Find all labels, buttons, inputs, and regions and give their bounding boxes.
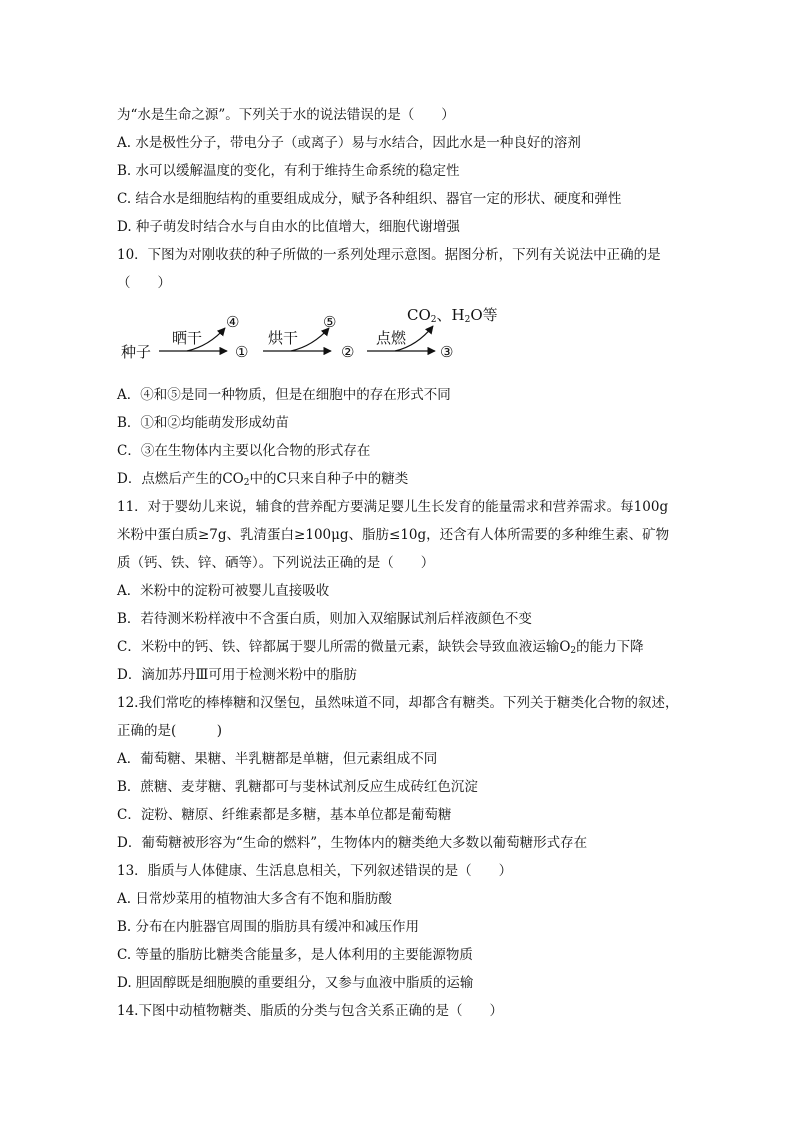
- diagram-loss-gases: $CO_2$、$H_2O$等: [407, 306, 498, 325]
- diagram-out-1: ①: [235, 343, 249, 361]
- q10-stem-line1: 10．下图为对刚收获的种子所做的一系列处理示意图。据图分析，下列有关说法中正确的是: [117, 247, 661, 263]
- q9-option-d: D. 种子萌发时结合水与自由水的比值增大，细胞代谢增强: [117, 219, 460, 235]
- q13-option-c: C. 等量的脂肪比糖类含能量多，是人体利用的主要能源物质: [117, 947, 473, 963]
- q11-option-a: A．米粉中的淀粉可被婴儿直接吸收: [117, 583, 330, 599]
- q10-option-c: C．③在生物体内主要以化合物的形式存在: [117, 443, 371, 459]
- q13-option-d: D. 胆固醇既是细胞膜的重要组分，又参与血液中脂质的运输: [117, 975, 474, 991]
- q12-option-d: D．葡萄糖被形容为“生命的燃料”，生物体内的糖类绝大多数以葡萄糖形式存在: [117, 835, 588, 851]
- q12-stem-line1: 12.我们常吃的棒棒糖和汉堡包，虽然味道不同，却都含有糖类。下列关于糖类化合物的叙述，: [117, 695, 679, 711]
- q10-option-b: B．①和②均能萌发形成幼苗: [117, 415, 289, 431]
- q9-option-c: C. 结合水是细胞结构的重要组成成分，赋予各种组织、器官一定的形状、硬度和弹性: [117, 191, 622, 207]
- q12-stem-line2: 正确的是( ): [117, 723, 223, 739]
- diagram-loss-5: ⑤: [323, 313, 337, 331]
- q14-stem: 14.下图中动植物糖类、脂质的分类与包含关系正确的是（ ）: [117, 1003, 503, 1019]
- q9-stem: 为“水是生命之源”。下列关于水的说法错误的是（ ）: [117, 107, 455, 123]
- q10-option-d: D．点燃后产生的$CO_2$中的C只来自种子中的糖类: [117, 471, 409, 488]
- q11-option-c: C．米粉中的钙、铁、锌都属于婴儿所需的微量元素，缺铁会导致血液运输$O_2$的能力下降: [117, 639, 644, 656]
- diagram-out-3: ③: [440, 343, 454, 361]
- q11-stem-line2: 米粉中蛋白质≥7g、乳清蛋白≥100μg、脂肪≤10g，还含有人体所需要的多种维生素、矿物: [117, 527, 670, 543]
- diagram-step-bake: 烘干: [268, 329, 299, 347]
- q12-option-b: B．蔗糖、麦芽糖、乳糖都可与斐林试剂反应生成砖红色沉淀: [117, 779, 478, 795]
- diagram-loss-4: ④: [226, 313, 240, 331]
- q11-option-d: D．滴加苏丹Ⅲ可用于检测米粉中的脂肪: [117, 667, 357, 683]
- diagram-out-2: ②: [341, 343, 355, 361]
- diagram-seed-label: 种子: [121, 343, 152, 361]
- diagram-step-dry: 晒干: [172, 329, 203, 347]
- q12-option-c: C．淀粉、糖原、纤维素都是多糖，基本单位都是葡萄糖: [117, 807, 452, 823]
- diagram-step-burn: 点燃: [376, 329, 407, 347]
- q11-stem-line1: 11．对于婴幼儿来说，辅食的营养配方要满足婴儿生长发育的能量需求和营养需求。每100g: [117, 499, 669, 515]
- q11-option-b: B．若待测米粉样液中不含蛋白质，则加入双缩脲试剂后样液颜色不变: [117, 611, 532, 627]
- q13-stem: 13．脂质与人体健康、生活息息相关，下列叙述错误的是（ ）: [117, 863, 513, 879]
- q13-option-a: A. 日常炒菜用的植物油大多含有不饱和脂肪酸: [117, 891, 392, 907]
- q10-option-a: A．④和⑤是同一种物质，但是在细胞中的存在形式不同: [117, 387, 451, 403]
- q10-stem-line2: （ ）: [117, 275, 171, 291]
- q9-option-a: A. 水是极性分子，带电分子（或离子）易与水结合，因此水是一种良好的溶剂: [117, 135, 581, 151]
- q9-option-b: B. 水可以缓解温度的变化，有利于维持生命系统的稳定性: [117, 163, 460, 179]
- seed-processing-diagram: [117, 300, 537, 370]
- q11-stem-line3: 质（钙、铁、锌、硒等）。下列说法正确的是（ ）: [117, 555, 435, 571]
- q12-option-a: A．葡萄糖、果糖、半乳糖都是单糖，但元素组成不同: [117, 751, 438, 767]
- q13-option-b: B. 分布在内脏器官周围的脂肪具有缓冲和减压作用: [117, 919, 420, 935]
